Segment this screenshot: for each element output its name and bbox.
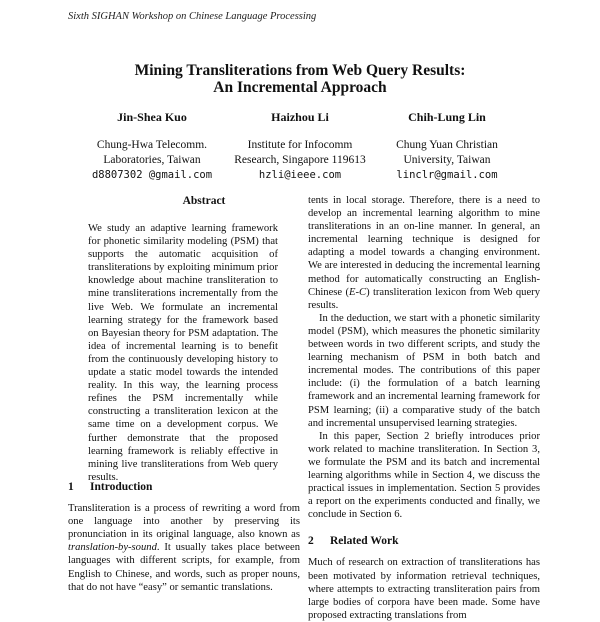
paragraph: In this paper, Section 2 briefly introduces prior work related to machine transliteration. In Section 3, we formulate the PSM and its batch and incremental learning algorithms while in Section 4, we discuss the practical issues in implementation. Section 5 provides a report on the experiments conducted and finally, we conclude in Section 6. — [308, 430, 540, 521]
author-affiliation-line2: University, Taiwan — [403, 154, 491, 166]
abstract-heading: Abstract — [182, 195, 226, 207]
author-email: linclr@gmail.com — [396, 169, 498, 181]
author-block-3 — [357, 110, 537, 183]
abstract-body — [88, 222, 278, 484]
intro-text-emphasis: translation-by-sound — [68, 542, 157, 554]
author-affiliation-line2: Research, Singapore 119613 — [234, 154, 366, 166]
author-affiliation-line2: Laboratories, Taiwan — [103, 154, 201, 166]
section-heading-related-work — [308, 535, 540, 548]
author-name: Jin-Shea Kuo — [117, 110, 187, 124]
paragraph-text: tents in local storage. Therefore, there is a need to develop an incremental learning algorithm to mine transliterations in an on-line manner. In general, an incremental learning technique is designed for adapting a model towards a changing environment. We are interested in deducing the incremental learning method for automatically constructing an English-Chinese ( — [308, 195, 540, 298]
paragraph — [308, 194, 540, 312]
section-number: 2 — [308, 535, 314, 548]
right-column — [308, 194, 540, 622]
author-name: Chih-Lung Lin — [408, 110, 486, 124]
author-affiliation-line1: Chung Yuan Christian — [396, 139, 498, 151]
paragraph: In the deduction, we start with a phonetic similarity model (PSM), which measures the phonetic similarity between words in two different scripts, and study the learning mechanism of PSM in both batch and incremental modes. The contributions of this paper include: (i) the formulation of a batch learning framework and an incremental learning framework for PSM learning; (ii) a comparative study of the batch and incremental unsupervised learning strategies. — [308, 312, 540, 429]
intro-text-part: Transliteration is a process of rewriting a word from one language into another by preserving its pronunciation in its original language, also known as — [68, 503, 300, 541]
section-number: 1 — [68, 481, 74, 493]
running-header: Sixth SIGHAN Workshop on Chinese Language Processing — [68, 11, 317, 22]
author-affiliation-line1: Chung-Hwa Telecomm. — [96, 139, 208, 151]
author-email: hzli@ieee.com — [258, 169, 342, 181]
title-line-1: Mining Transliterations from Web Query Results: — [134, 62, 466, 79]
intro-text-part: . It usually takes place between languages with different scripts, for example, from English to Chinese, and words, such as proper nouns, that do not have “easy” or semantic translations. — [68, 542, 300, 593]
title-line-2: An Incremental Approach — [213, 79, 387, 96]
paper-title — [0, 62, 600, 96]
section-title: Related Work — [330, 535, 399, 548]
author-email: d8807302 @gmail.com — [91, 169, 213, 181]
paragraph: Much of research on extraction of transliterations has been motivated by information retrieval techniques, where attempts to extracting transliteration pairs from large bodies of corpora have been made. Some have proposed extracting translations from — [308, 557, 540, 621]
abstract-text: We study an adaptive learning framework for phonetic similarity modeling (PSM) that supports the automatic acquisition of transliterations by exploiting minimum prior knowledge about machine transliteration to mine transliterations incrementally from the live Web. We formulate an incremental learning strategy for the framework based on Bayesian theory for PSM adaptation. The idea of incremental learning is to benefit from the continuously developing history to update a static model towards the intended reality. In this way, the learning process refines the PSM incrementally while constructing a transliteration lexicon at the same time on a development corpus. We further demonstrate that the proposed learning framework is reliably effective in mining live transliterations from Web query results. — [88, 223, 278, 483]
intro-paragraph — [68, 502, 300, 594]
paragraph-emphasis: E-C — [349, 286, 367, 298]
author-affiliation-line1: Institute for Infocomm — [247, 139, 353, 151]
author-name: Haizhou Li — [271, 110, 329, 124]
section-title: Introduction — [90, 481, 153, 493]
intro-section — [68, 481, 300, 594]
paragraph-text: ) transliteration lexicon from Web query results. — [308, 286, 540, 311]
section-heading-introduction — [68, 481, 300, 494]
